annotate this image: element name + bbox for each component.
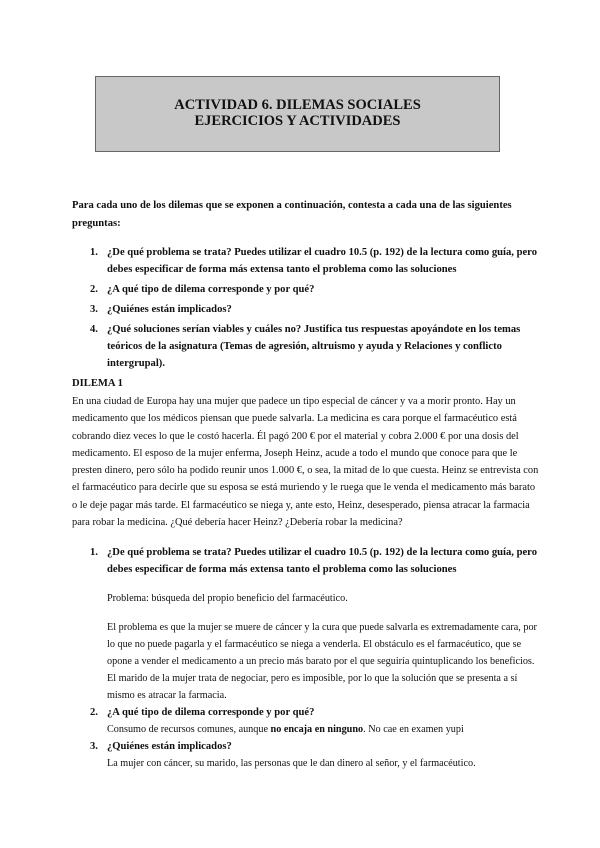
dilema-heading: DILEMA 1 (72, 378, 123, 389)
activity-title-box (95, 76, 500, 152)
activity-title: ACTIVIDAD 6. DILEMAS SOCIALES (174, 97, 421, 113)
answer-question: ¿De qué problema se trata? Puedes utilizar el cuadro 10.5 (p. 192) de la lectura como guía, pero debes especificar de forma más extensa tanto el problema como las soluciones (107, 547, 537, 575)
story-line: presten dinero, pero sólo ha podido reunir unos 1.000 €, o sea, la mitad de lo que cuesta. Heinz se entrevista con (72, 465, 539, 477)
answer-paragraph: El problema es que la mujer se muere de cáncer y la cura que puede salvarla es extremadamente cara, por lo que no puede pagarla y el farmacéutico se niega a venderla. El obstáculo es el farmacéutico, que se opone a vender el medicamento a un precio más barato por el que seguiría quintuplicando los beneficios. El marido de la mujer trata de negociar, pero es imposible, por lo que la solución que se presenta a sí mismo es atracar la farmacia. (107, 622, 537, 701)
story-line: el farmacéutico para decirle que su esposa se está muriendo y le ruega que le venda el medicamento más barato (72, 482, 536, 494)
answer-problem: Problema: búsqueda del propio beneficio del farmacéutico. (107, 593, 348, 604)
question-item: 2. ¿A qué tipo de dilema corresponde y por qué? (90, 284, 315, 295)
story-line: para robar la medicina. ¿Qué debería hacer Heinz? ¿Debería robar la medicina? (72, 517, 403, 529)
answer-question: ¿A qué tipo de dilema corresponde y por qué? (107, 707, 315, 718)
instructions-paragraph: Para cada uno de los dilemas que se exponen a continuación, contesta a cada una de las siguientes preguntas: (72, 200, 512, 229)
answer-item-2: 2. ¿A qué tipo de dilema corresponde y por qué? Consumo de recursos comunes, aunque no encaja en ninguno. No cae en examen yupi (72, 704, 542, 738)
answer-question: ¿Quiénes están implicados? (107, 741, 232, 752)
activity-subtitle: EJERCICIOS Y ACTIVIDADES (194, 113, 401, 129)
question-list (72, 244, 542, 375)
answer-text: La mujer con cáncer, su marido, las personas que le dan dinero al señor, y el farmacéutico. (107, 758, 476, 769)
dilema-story (72, 393, 546, 531)
story-line: En una ciudad de Europa hay una mujer que padece un tipo especial de cáncer y va a morir pronto. Hay un (72, 396, 516, 407)
story-line: cobrando diez veces lo que le costó hacerla. Él pagó 200 € por el material y cobra 2.000 € por una dosis del (72, 430, 519, 442)
question-item: 1. ¿De qué problema se trata? Puedes utilizar el cuadro 10.5 (p. 192) de la lectura como guía, pero debes especificar de forma más extensa tanto el problema como las soluciones (90, 247, 537, 275)
answer-item-3: 3. ¿Quiénes están implicados? La mujer con cáncer, su marido, las personas que le dan dinero al señor, y el farmacéutico. (72, 738, 542, 772)
answer-text: Consumo de recursos comunes, aunque no encaja en ninguno. No cae en examen yupi (107, 724, 464, 735)
question-item: 4. ¿Qué soluciones serían viables y cuáles no? Justifica tus respuestas apoyándote en los temas teóricos de la asignatura (Temas de agresión, altruismo y ayuda y Relaciones y conflicto intergrupal). (90, 324, 521, 369)
answer-item-1: 1. ¿De qué problema se trata? Puedes utilizar el cuadro 10.5 (p. 192) de la lectura como guía, pero debes especificar de forma más extensa tanto el problema como las soluciones Problema: búsqueda del propio beneficio del farmacéutico. El problema es que la mujer se muere de cáncer y la cura que puede salvarla es extremadamente cara, por lo que no puede pagarla y el farmacéutico se niega a venderla. El obstáculo es el farmacéutico, que se opone a vender el medicamento a un precio más barato por el que seguiría quintuplicando los beneficios. El marido de la mujer trata de negociar, pero es imposible, por lo que la solución que se presenta a sí mismo es atracar la farmacia. (72, 544, 542, 704)
story-line: medicamento. El esposo de la mujer enferma, Joseph Heinz, acude a todo el mundo que conoce para que le (72, 447, 518, 459)
story-line: o le deje pagar más tarde. El farmacéutico se niega y, ante esto, Heinz, desesperado, piensa atracar la farmacia (72, 499, 530, 511)
question-item: 3. ¿Quiénes están implicados? (90, 304, 232, 315)
story-line: medicamento que los médicos piensan que puede salvarla. La medicina es cara porque el farmacéutico está (72, 413, 517, 425)
answers-section (72, 544, 542, 772)
